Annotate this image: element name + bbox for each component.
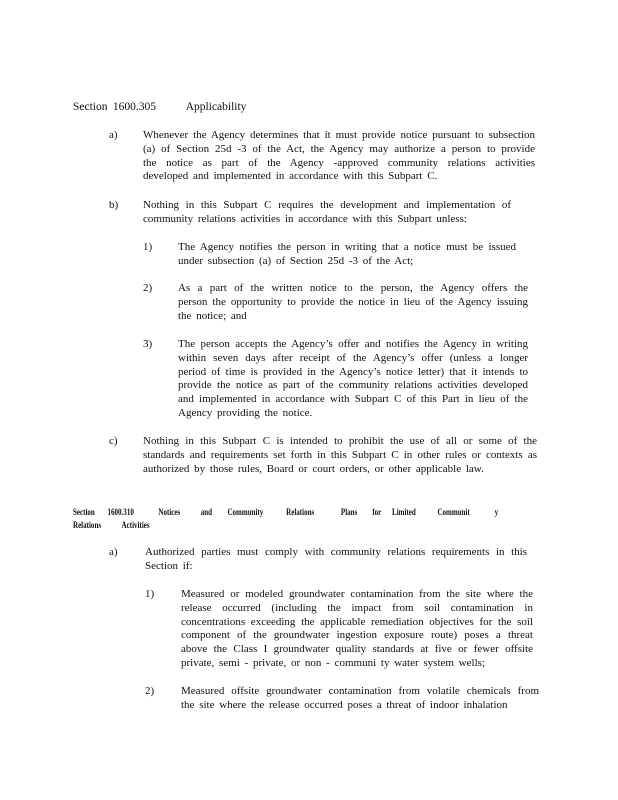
subitem-label: 1) xyxy=(145,588,155,600)
heading-line-1 xyxy=(73,506,498,519)
subitem-label: 3) xyxy=(143,338,153,350)
subitem-text: Measured or modeled groundwater contamination from the site where the release occurred (including the impact from soil contamination in concentrations exceeding the applicable remediation objectives for the soil component of the groundwater ingestion exposure route) poses a threat above the Class I groundwater quality standards at five or fewer offsite private, semi - private, or non - communi ty water system wells; xyxy=(181,588,533,669)
heading-word: Section xyxy=(73,507,95,517)
heading-word: 1600.310 xyxy=(107,507,134,517)
subitem-label: 2) xyxy=(145,685,155,697)
heading-word: Relations xyxy=(286,507,315,517)
heading-word: Activities xyxy=(121,520,150,530)
section-title: Applicability xyxy=(185,101,247,113)
subitem-text: As a part of the written notice to the person, the Agency offers the person the opportunity to provide the notice in lieu of the Agency issuing the notice; and xyxy=(178,282,528,322)
heading-word: Communit xyxy=(437,507,470,517)
section-number: 1600.305 xyxy=(112,101,156,113)
item-text: Authorized parties must comply with community relations requirements in this Section if: xyxy=(145,546,527,572)
item-text: Nothing in this Subpart C is intended to prohibit the use of all or some of the standards and requirements set forth in this Subpart C in other rules or contexts as authorized by those rules, Board or court orders, or other applicable law. xyxy=(143,435,537,475)
item-text: Whenever the Agency determines that it must provide notice pursuant to subsection (a) of Section 25d -3 of the Act, the Agency may authorize a person to provide the notice as part of the Agency -approved community relations activities developed and implemented in accordance with this Subpart C. xyxy=(143,129,535,183)
heading-word: Community xyxy=(227,507,264,517)
heading-word: Notices xyxy=(158,507,181,517)
heading-word: for xyxy=(372,507,382,517)
item-label: b) xyxy=(109,199,119,211)
subitem-label: 1) xyxy=(143,241,153,253)
heading-line-2 xyxy=(73,519,498,532)
subitem-text: Measured offsite groundwater contamination from volatile chemicals from the site where the release occurred poses a threat of indoor inhalation xyxy=(181,685,539,711)
section-label: Section xyxy=(73,101,108,113)
heading-word: and xyxy=(200,507,213,517)
heading-word: Plans xyxy=(340,507,358,517)
subitem-text: The person accepts the Agency’s offer and notifies the Agency in writing within seven days after receipt of the Agency’s offer (unless a longer period of time is provided in the Agency’s notice letter) that it intends to provide the notice as part of the community relations activities developed and implemented in accordance with Subpart C of this Part in lieu of the Agency providing the notice. xyxy=(178,338,528,419)
item-text: Nothing in this Subpart C requires the development and implementation of community relations activities in accordance with this Subpart unless: xyxy=(143,199,511,225)
item-label: c) xyxy=(109,435,118,447)
item-label: a) xyxy=(109,129,118,141)
item-label: a) xyxy=(109,546,118,558)
heading-word: Relations xyxy=(73,520,102,530)
subitem-text: The Agency notifies the person in writing that a notice must be issued under subsection (a) of Section 25d -3 of the Act; xyxy=(178,241,516,267)
subitem-label: 2) xyxy=(143,282,153,294)
section-heading-1600-310 xyxy=(73,506,498,532)
section-heading-1600-305 xyxy=(73,101,246,113)
heading-word: y xyxy=(494,507,499,517)
heading-word: Limited xyxy=(392,507,416,517)
